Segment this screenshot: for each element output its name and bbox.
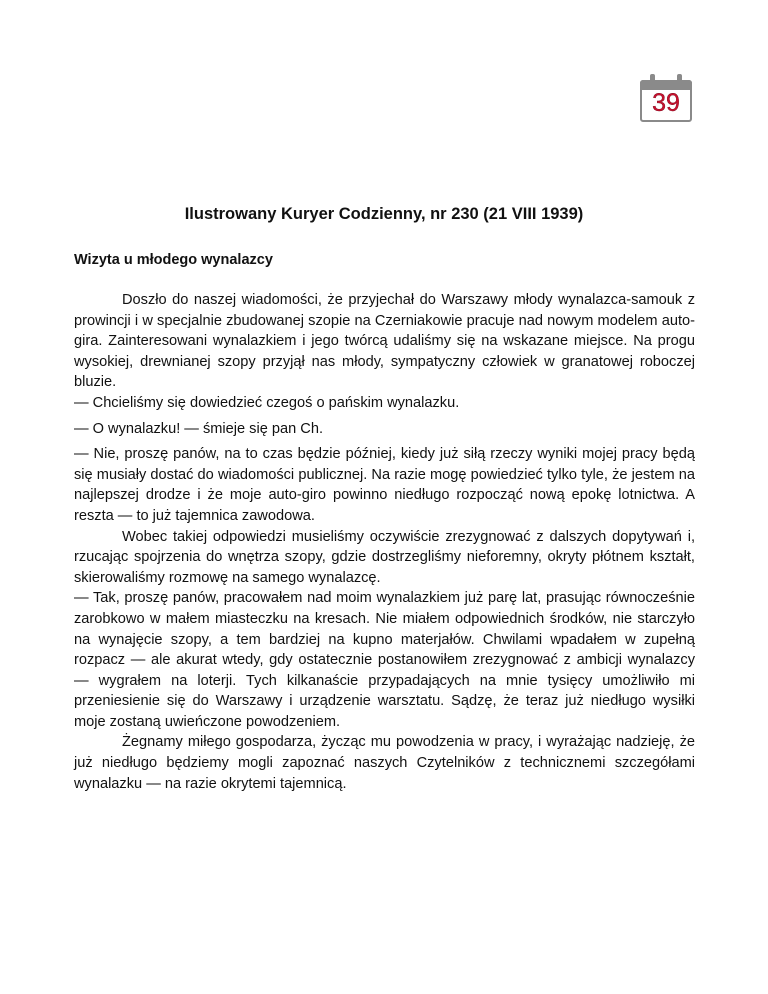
paragraph-5: Wobec takiej odpowiedzi musieliśmy oczywiście zrezygnować z dalszych dopytywań i, rzucając spojrzenia do wnętrza szopy, gdzie dostrzegliśmy nieforemny, okryty płótnem kształt, skierowaliśmy rozmowę na samego wynalazcę.	[74, 528, 695, 586]
paragraph-2: — Chcieliśmy się dowiedzieć czegoś o pańskim wynalazku.	[74, 394, 460, 411]
page-title: Ilustrowany Kuryer Codzienny, nr 230 (21 VIII 1939)	[184, 205, 584, 223]
calendar-number: 39	[652, 89, 680, 117]
paragraph-3: — O wynalazku! — śmieje się pan Ch.	[74, 420, 323, 437]
paragraph-1: Doszło do naszej wiadomości, że przyjechał do Warszawy młody wynalazca-samouk z prowincji i w specjalnie zbudowanej szopie na Czerniakowie pracuje nad nowym modelem auto-gira. Zainteresowani wynalazkiem i jego twórcą udaliśmy się na wskazane miejsce. Na progu wysokiej, drewnianej szopy przyjął nas młody, sympatyczny człowiek w granatowej roboczej bluzie.	[74, 292, 695, 391]
calendar-icon	[640, 74, 694, 124]
article-heading: Wizyta u młodego wynalazcy	[74, 252, 273, 268]
paragraph-7: Żegnamy miłego gospodarza, życząc mu powodzenia w pracy, i wyrażając nadzieję, że już niedługo będziemy mogli zapoznać naszych Czytelników z technicznemi szczegółami wynalazku — na razie okrytemi tajemnicą.	[74, 734, 695, 792]
paragraph-4: — Nie, proszę panów, na to czas będzie później, kiedy już siłą rzeczy wyniki mojej pracy będą się musiały dostać do wiadomości publicznej. Na razie mogę powiedzieć tylko tyle, że jestem na najlepszej drodze i że moje auto-giro powinno niedługo rozpocząć nową epokę lotnictwa. A reszta — to już tajemnica zawodowa.	[74, 446, 695, 524]
article-body	[74, 290, 695, 794]
paragraph-6: — Tak, proszę panów, pracowałem nad moim wynalazkiem już parę lat, prasując równocześnie zarobkowo w małem miasteczku na kresach. Nie miałem odpowiednich środków, nie starczyło na wynajęcie szopy, a tem bardziej na kupno materjałów. Chwilami wpadałem w zupełną rozpacz — ale akurat wtedy, gdy ostatecznie postanowiłem zrezygnować z ambicji wynalazcy — wygrałem na loterji. Tych kilkanaście przypadających na mnie tysięcy umożliwiło mi przeniesienie się do Warszawy i urządzenie warsztatu. Sądzę, że teraz już niedługo wysiłki moje zostaną uwieńczone powodzeniem.	[74, 590, 695, 730]
